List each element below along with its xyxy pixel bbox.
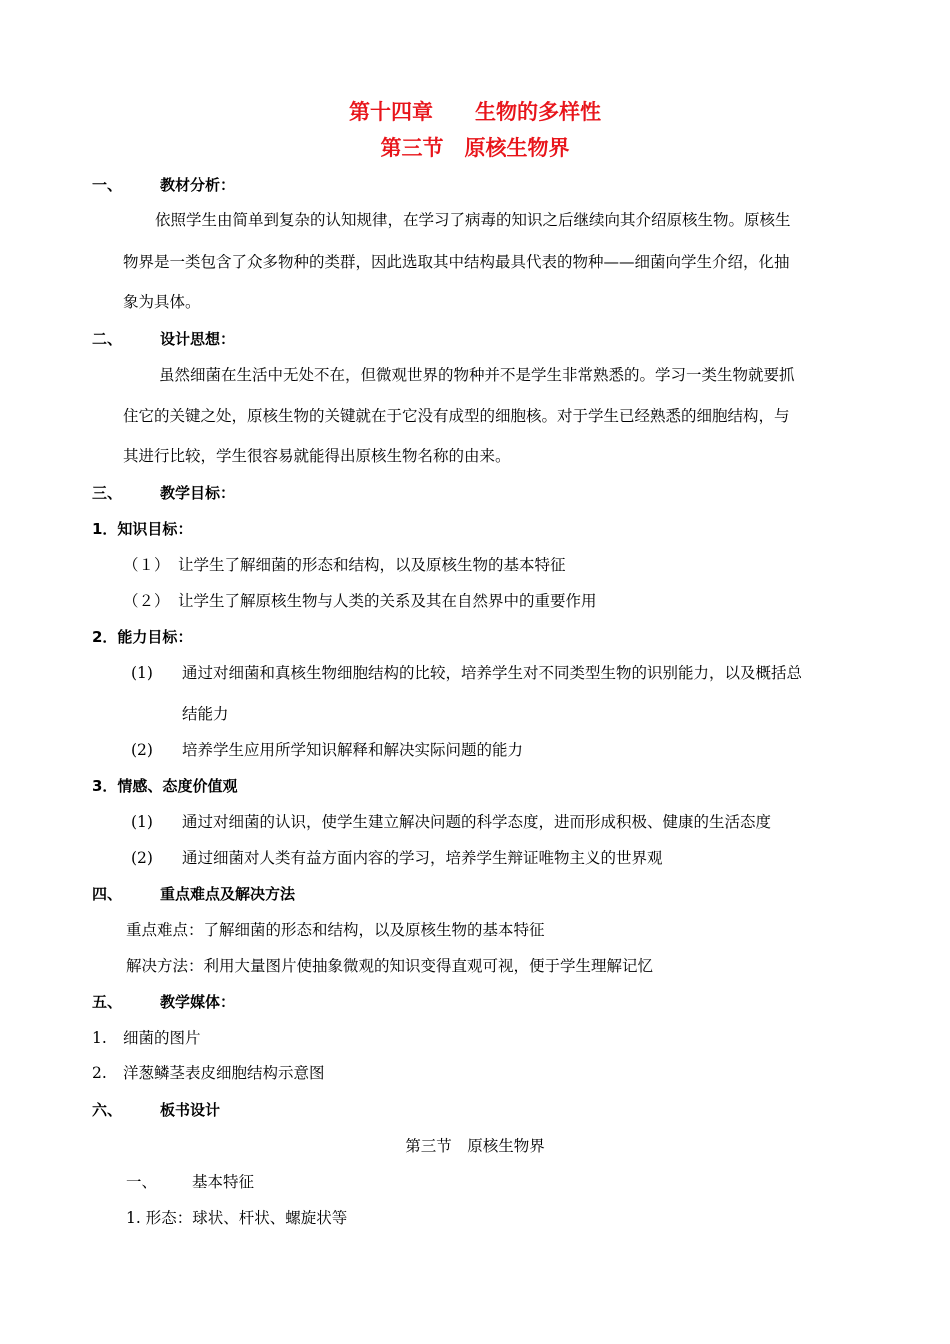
- heading-number-5: 五、: [92, 993, 123, 1011]
- board-item-1: 1. 形态：球状、杆状、螺旋状等: [126, 1209, 348, 1227]
- heading-number-2: 二、: [92, 330, 123, 348]
- heading-number-1: 一、: [92, 176, 123, 194]
- analysis-line-2: 物界是一类包含了众多物种的类群，因此选取其中结构最具代表的物种——细菌向学生介绍，化抽: [123, 253, 790, 271]
- analysis-line-1: 依照学生由简单到复杂的认知规律，在学习了病毒的知识之后继续向其介绍原核生物。原核生: [155, 211, 791, 229]
- section-title: 第三节 原核生物界: [380, 136, 570, 160]
- heading-teaching-media: 教学媒体：: [160, 993, 236, 1011]
- ability-goal-1-continued: 结能力: [182, 705, 229, 723]
- heading-number-3: 三、: [92, 484, 123, 502]
- emotion-goal-2: 通过细菌对人类有益方面内容的学习，培养学生辩证唯物主义的世界观: [182, 849, 663, 867]
- board-sub-number: 一、: [126, 1173, 158, 1191]
- heading-number-6: 六、: [92, 1101, 123, 1119]
- emotion-goal-1: 通过对细菌的认识，使学生建立解决问题的科学态度，进而形成积极、健康的生活态度: [182, 813, 772, 831]
- heading-teaching-goals: 教学目标：: [160, 484, 236, 502]
- ability-goals-label: 2．能力目标：: [92, 628, 193, 646]
- design-line-1: 虽然细菌在生活中无处不在，但微观世界的物种并不是学生非常熟悉的。学习一类生物就要抓: [159, 366, 795, 384]
- knowledge-goal-1: 让学生了解细菌的形态和结构，以及原核生物的基本特征: [178, 556, 566, 574]
- board-title: 第三节 原核生物界: [405, 1137, 545, 1155]
- key-difficulty-line: 重点难点：了解细菌的形态和结构，以及原核生物的基本特征: [126, 921, 545, 939]
- knowledge-goal-2: 让学生了解原核生物与人类的关系及其在自然界中的重要作用: [178, 592, 597, 610]
- media-item-1-number: 1.: [92, 1029, 107, 1047]
- ability-goal-2-number: (2): [131, 741, 153, 759]
- chapter-title: 第十四章 生物的多样性: [349, 100, 601, 124]
- heading-number-4: 四、: [92, 885, 123, 903]
- media-item-2: 洋葱鳞茎表皮细胞结构示意图: [123, 1064, 325, 1082]
- analysis-line-3: 象为具体。: [123, 293, 201, 311]
- media-item-1: 细菌的图片: [123, 1029, 201, 1047]
- emotion-goal-1-number: (1): [131, 813, 153, 831]
- emotion-goal-2-number: (2): [131, 849, 153, 867]
- solution-line: 解决方法：利用大量图片使抽象微观的知识变得直观可视，便于学生理解记忆: [126, 957, 654, 975]
- heading-design-idea: 设计思想：: [160, 330, 236, 348]
- emotion-goals-label: 3．情感、态度价值观: [92, 777, 238, 795]
- ability-goal-1: 通过对细菌和真核生物细胞结构的比较，培养学生对不同类型生物的识别能力，以及概括总: [182, 664, 803, 682]
- knowledge-goals-label: 1．知识目标：: [92, 520, 193, 538]
- heading-key-points: 重点难点及解决方法: [160, 885, 296, 903]
- design-line-3: 其进行比较，学生很容易就能得出原核生物名称的由来。: [123, 447, 511, 465]
- board-sub-heading: 基本特征: [192, 1173, 255, 1191]
- design-line-2: 住它的关键之处，原核生物的关键就在于它没有成型的细胞核。对于学生已经熟悉的细胞结构，与: [123, 407, 790, 425]
- knowledge-goal-1-number: （１）: [123, 556, 170, 574]
- ability-goal-1-number: (1): [131, 664, 153, 682]
- knowledge-goal-2-number: （２）: [123, 592, 170, 610]
- media-item-2-number: 2.: [92, 1064, 107, 1082]
- heading-teaching-analysis: 教材分析：: [160, 176, 236, 194]
- heading-board-design: 板书设计: [160, 1101, 221, 1119]
- ability-goal-2: 培养学生应用所学知识解释和解决实际问题的能力: [182, 741, 524, 759]
